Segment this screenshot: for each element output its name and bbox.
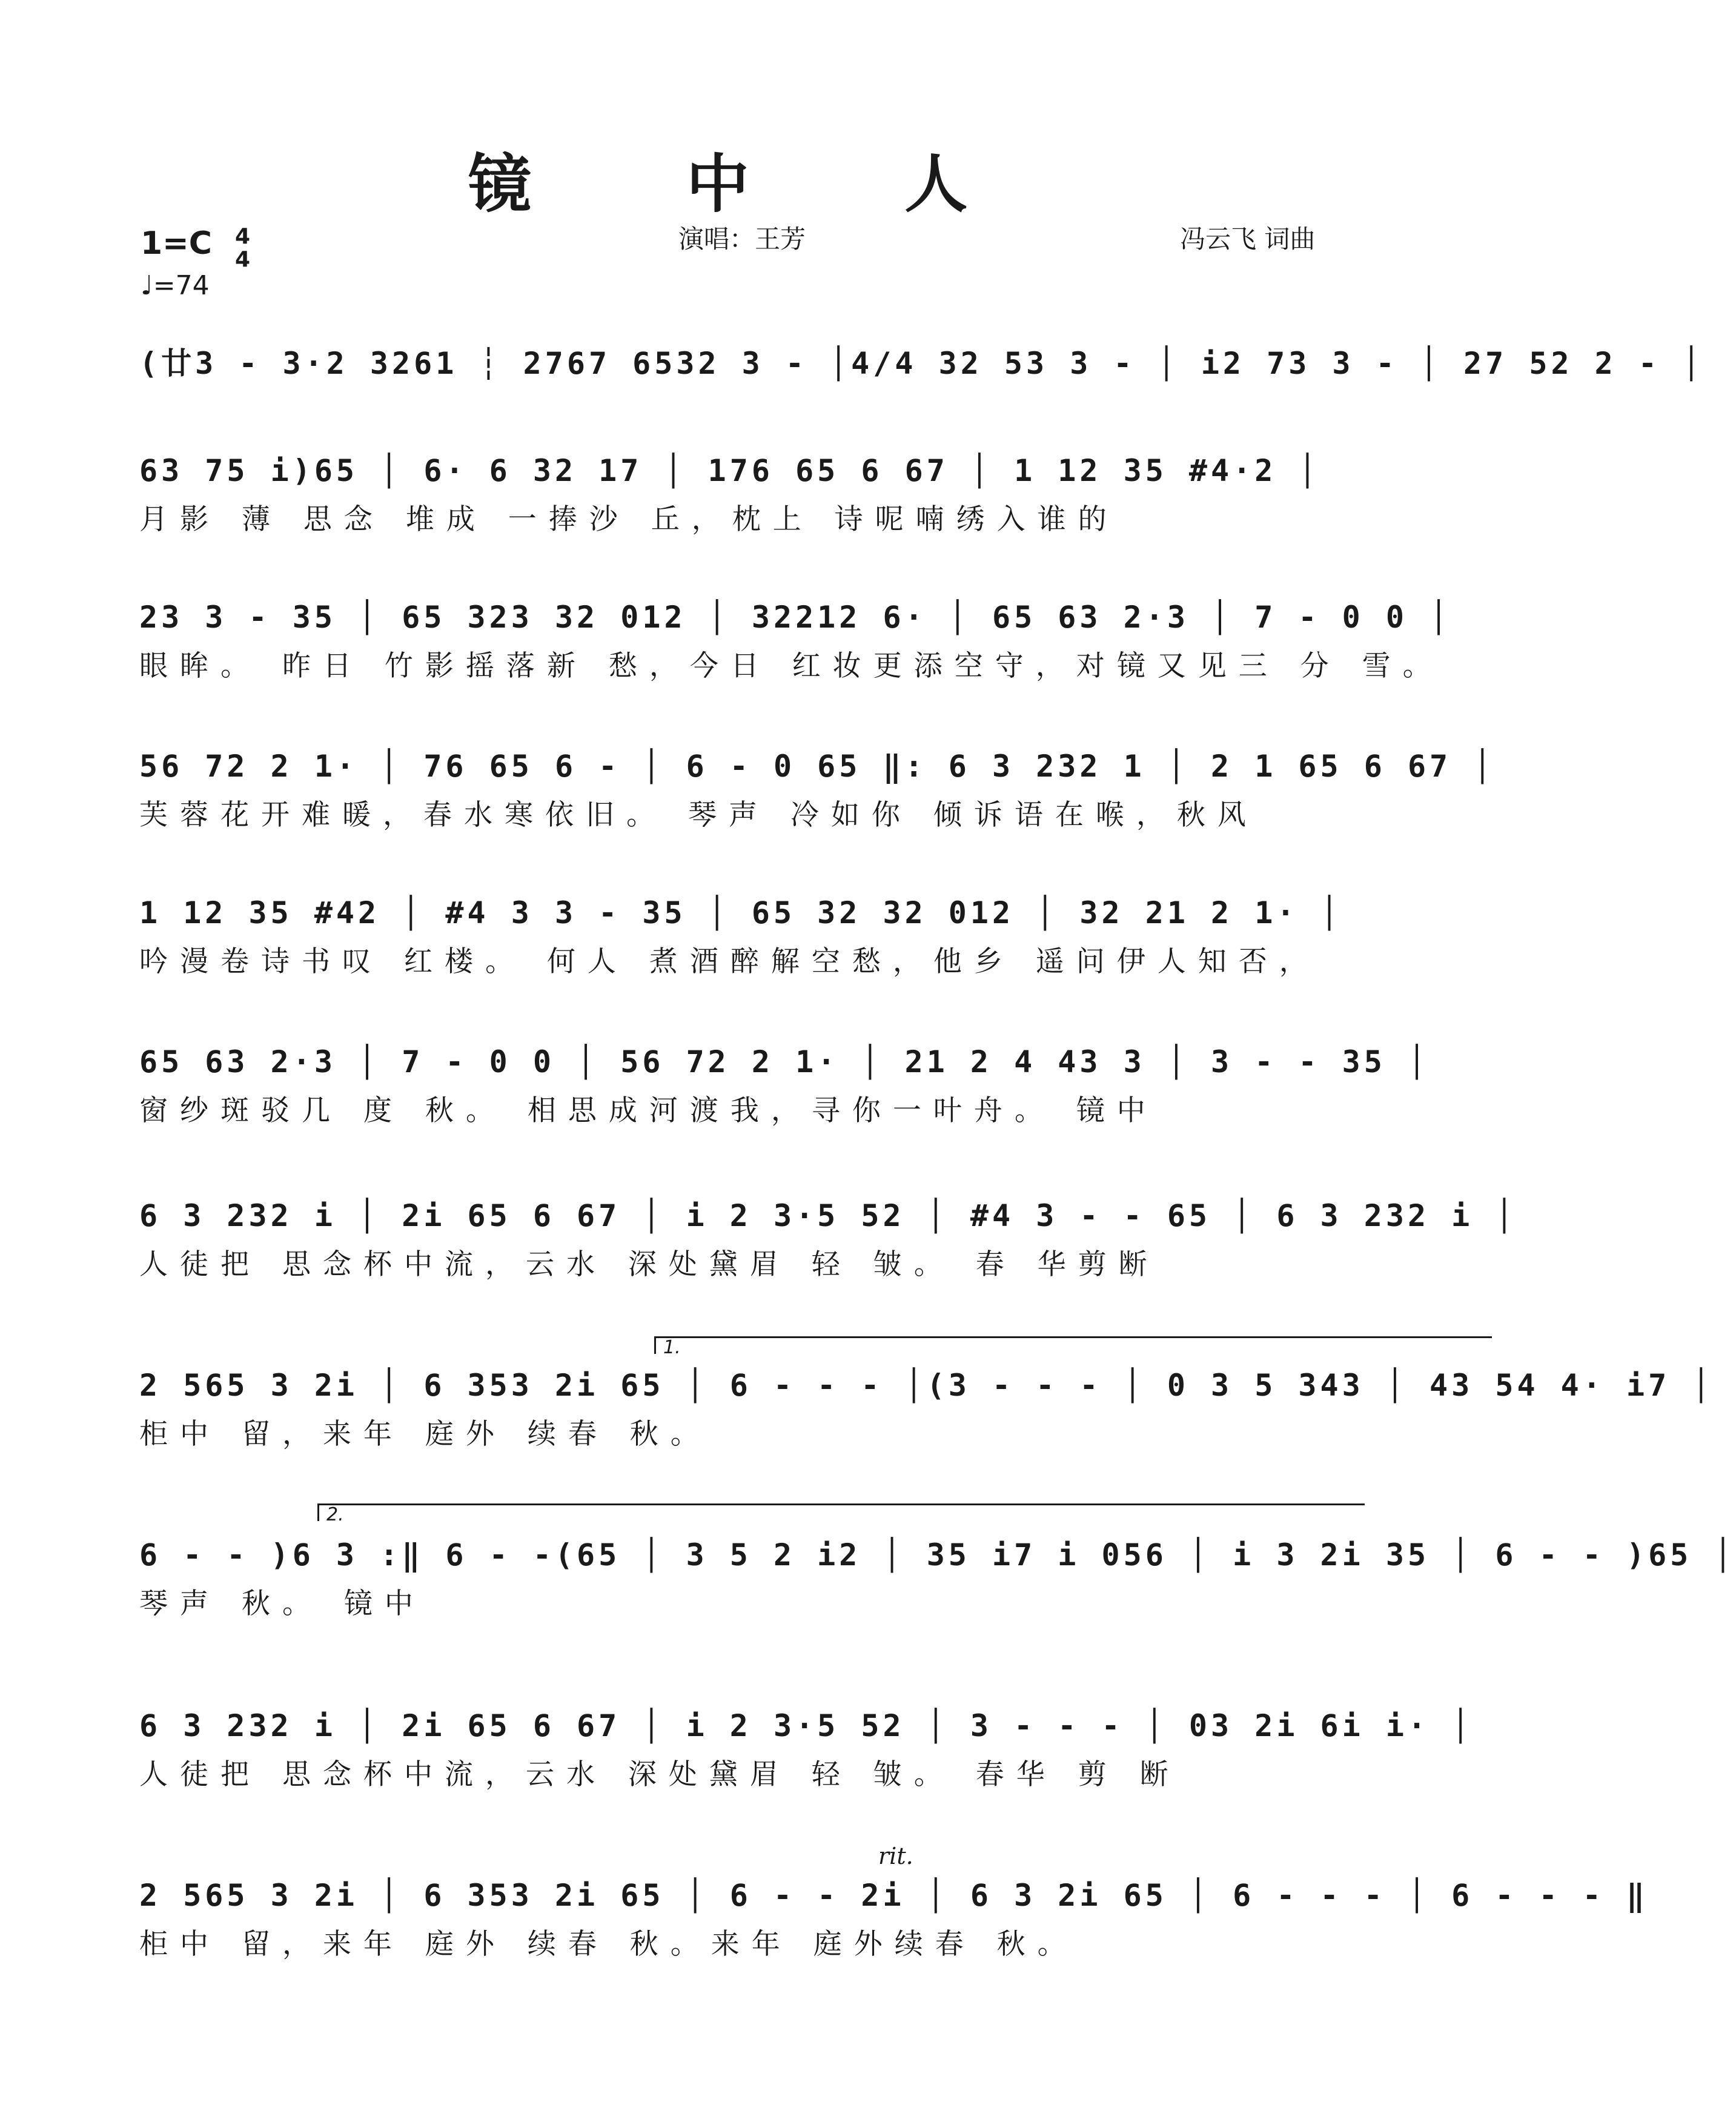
notation-line: 6 - - )6 3 :‖ 6 - -(65 │ 3 5 2 i2 │ 35 i7 i 056 │ i 3 2i 35 │ 6 - - )65 │: [139, 1537, 1736, 1573]
lyrics-line: 琴声 秋。 镜中: [139, 1587, 425, 1620]
composer-credit: 冯云飞 词曲: [1180, 224, 1316, 254]
lyrics-line: 吟漫卷诗书叹 红楼。 何人 煮酒醉解空愁，他乡 遥问伊人知否，: [139, 945, 1320, 978]
second-ending-label: 2.: [326, 1504, 344, 1525]
second-ending-bracket: [317, 1503, 1365, 1525]
time-signature-top: 4: [235, 224, 251, 249]
key-signature: 1=C: [141, 225, 212, 262]
tempo-marking: ♩=74: [141, 270, 210, 301]
song-title: 镜 中 人: [468, 147, 1035, 221]
notation-line: 2 565 3 2i │ 6 353 2i 65 │ 6 - - - │(3 - - - │ 0 3 5 343 │ 43 54 4· i7 │: [139, 1368, 1714, 1403]
lyrics-line: 柜中 留，来年 庭外 续春 秋。来年 庭外续春 秋。: [139, 1928, 1078, 1961]
notation-line: 6 3 232 i │ 2i 65 6 67 │ i 2 3·5 52 │ 3 - - - │ 03 2i 6i i· │: [139, 1708, 1474, 1743]
time-signature: [235, 225, 250, 271]
lyrics-line: 人徒把 思念杯中流，云水 深处黛眉 轻 皱。 春华 剪 断: [139, 1758, 1181, 1791]
notation-line: 63 75 i)65 │ 6· 6 32 17 │ 176 65 6 67 │ 1 12 35 #4·2 │: [139, 453, 1320, 488]
lyrics-line: 月影 薄 思念 堆成 一捧沙 丘，枕上 诗呢喃绣入谁的: [139, 503, 1119, 536]
time-signature-bottom: 4: [235, 247, 251, 272]
notation-line: (廿3 - 3·2 3261 ┆ 2767 6532 3 - │4/4 32 53 3 - │ i2 73 3 - │ 27 52 2 - │: [139, 346, 1705, 381]
first-ending-label: 1.: [663, 1337, 681, 1358]
notation-line: 6 3 232 i │ 2i 65 6 67 │ i 2 3·5 52 │ #4 3 - - 65 │ 6 3 232 i │: [139, 1198, 1517, 1233]
notation-line: 65 63 2·3 │ 7 - 0 0 │ 56 72 2 1· │ 21 2 4 43 3 │ 3 - - 35 │: [139, 1044, 1430, 1079]
lyrics-line: 人徒把 思念杯中流，云水 深处黛眉 轻 皱。 春 华剪断: [139, 1248, 1159, 1281]
first-ending-bracket: [654, 1336, 1492, 1358]
lyrics-line: 眼眸。 昨日 竹影摇落新 愁，今日 红妆更添空守，对镜又见三 分 雪。: [139, 649, 1443, 683]
singer-credit: 演唱：王芳: [678, 224, 806, 254]
lyrics-line: 窗纱斑驳几 度 秋。 相思成河渡我，寻你一叶舟。 镜中: [139, 1094, 1158, 1127]
ritardando-marking: rit.: [878, 1843, 913, 1869]
lyrics-line: 柜中 留，来年 庭外 续春 秋。: [139, 1417, 711, 1451]
notation-line: 2 565 3 2i │ 6 353 2i 65 │ 6 - - 2i │ 6 3 2i 65 │ 6 - - - │ 6 - - - ‖: [139, 1878, 1649, 1913]
notation-line: 56 72 2 1· │ 76 65 6 - │ 6 - 0 65 ‖: 6 3 232 1 │ 2 1 65 6 67 │: [139, 749, 1496, 784]
lyrics-line: 芙蓉花开难暖，春水寒依旧。 琴声 冷如你 倾诉语在喉，秋风: [139, 798, 1258, 832]
notation-line: 1 12 35 #42 │ #4 3 3 - 35 │ 65 32 32 012 │ 32 21 2 1· │: [139, 895, 1342, 930]
notation-line: 23 3 - 35 │ 65 323 32 012 │ 32212 6· │ 65 63 2·3 │ 7 - 0 0 │: [139, 600, 1452, 635]
